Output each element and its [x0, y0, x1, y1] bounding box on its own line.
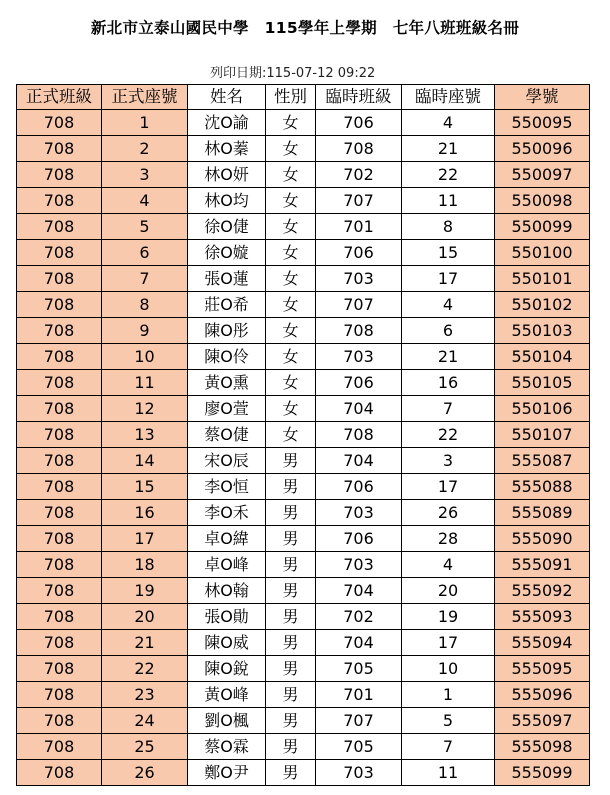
official-class-cell: 708 — [17, 110, 102, 136]
student-name-cell: 張O蓮 — [188, 266, 266, 292]
official-seat-cell: 4 — [102, 188, 188, 214]
student-id-cell: 550099 — [495, 214, 590, 240]
student-name-cell: 徐O倢 — [188, 214, 266, 240]
gender-cell: 女 — [266, 136, 316, 162]
temp-seat-cell: 4 — [402, 552, 495, 578]
temp-class-cell: 704 — [316, 630, 402, 656]
temp-class-cell: 703 — [316, 552, 402, 578]
student-name-cell: 陳O伶 — [188, 344, 266, 370]
print-date: 列印日期:115-07-12 09:22 — [210, 66, 376, 81]
table-row — [17, 214, 590, 240]
temp-seat-cell: 21 — [402, 344, 495, 370]
student-name-cell: 卓O峰 — [188, 552, 266, 578]
student-name-cell: 蔡O霖 — [188, 734, 266, 760]
temp-class-cell: 708 — [316, 422, 402, 448]
official-class-cell: 708 — [17, 474, 102, 500]
student-name-cell: 李O恒 — [188, 474, 266, 500]
temp-class-cell: 708 — [316, 136, 402, 162]
table-row — [17, 162, 590, 188]
gender-cell: 男 — [266, 578, 316, 604]
student-id-cell: 550106 — [495, 396, 590, 422]
table-row — [17, 448, 590, 474]
student-id-cell: 550095 — [495, 110, 590, 136]
table-row — [17, 318, 590, 344]
official-seat-cell: 24 — [102, 708, 188, 734]
temp-seat-cell: 19 — [402, 604, 495, 630]
student-id-cell: 555088 — [495, 474, 590, 500]
student-id-cell: 555091 — [495, 552, 590, 578]
temp-class-cell: 704 — [316, 396, 402, 422]
temp-seat-cell: 11 — [402, 188, 495, 214]
temp-class-cell: 707 — [316, 292, 402, 318]
table-row — [17, 344, 590, 370]
temp-class-cell: 705 — [316, 734, 402, 760]
student-name-cell: 李O禾 — [188, 500, 266, 526]
student-id-cell: 550105 — [495, 370, 590, 396]
student-id-cell: 550101 — [495, 266, 590, 292]
student-id-cell: 550098 — [495, 188, 590, 214]
temp-seat-cell: 4 — [402, 110, 495, 136]
student-name-cell: 陳O銳 — [188, 656, 266, 682]
official-class-cell: 708 — [17, 526, 102, 552]
official-seat-cell: 26 — [102, 760, 188, 786]
gender-cell: 男 — [266, 708, 316, 734]
temp-class-cell: 704 — [316, 448, 402, 474]
gender-cell: 男 — [266, 760, 316, 786]
temp-class-cell: 702 — [316, 162, 402, 188]
official-class-cell: 708 — [17, 136, 102, 162]
official-class-cell: 708 — [17, 370, 102, 396]
table-header-row — [17, 85, 590, 110]
official-class-cell: 708 — [17, 396, 102, 422]
official-seat-cell: 6 — [102, 240, 188, 266]
student-id-cell: 550107 — [495, 422, 590, 448]
student-id-cell: 555092 — [495, 578, 590, 604]
official-class-cell: 708 — [17, 188, 102, 214]
gender-cell: 男 — [266, 604, 316, 630]
gender-cell: 男 — [266, 552, 316, 578]
temp-class-cell: 706 — [316, 370, 402, 396]
gender-cell: 女 — [266, 110, 316, 136]
student-id-cell: 550096 — [495, 136, 590, 162]
temp-class-cell: 701 — [316, 682, 402, 708]
temp-class-cell: 704 — [316, 578, 402, 604]
official-class-cell: 708 — [17, 240, 102, 266]
student-name-cell: 林O蓁 — [188, 136, 266, 162]
temp-seat-cell: 20 — [402, 578, 495, 604]
temp-class-cell: 703 — [316, 500, 402, 526]
temp-seat-cell: 8 — [402, 214, 495, 240]
student-id-cell: 550103 — [495, 318, 590, 344]
official-seat-cell: 8 — [102, 292, 188, 318]
official-class-cell: 708 — [17, 552, 102, 578]
table-row — [17, 630, 590, 656]
gender-cell: 男 — [266, 630, 316, 656]
student-name-cell: 張O勛 — [188, 604, 266, 630]
gender-cell: 女 — [266, 240, 316, 266]
student-name-cell: 沈O諭 — [188, 110, 266, 136]
temp-class-cell: 703 — [316, 344, 402, 370]
student-id-cell: 550100 — [495, 240, 590, 266]
official-seat-cell: 22 — [102, 656, 188, 682]
student-name-cell: 陳O威 — [188, 630, 266, 656]
table-row — [17, 110, 590, 136]
gender-cell: 女 — [266, 396, 316, 422]
column-header-gender: 性別 — [266, 85, 316, 110]
table-row — [17, 292, 590, 318]
gender-cell: 男 — [266, 526, 316, 552]
temp-seat-cell: 7 — [402, 734, 495, 760]
table-row — [17, 500, 590, 526]
official-seat-cell: 9 — [102, 318, 188, 344]
student-id-cell: 555093 — [495, 604, 590, 630]
temp-seat-cell: 7 — [402, 396, 495, 422]
temp-seat-cell: 17 — [402, 266, 495, 292]
temp-class-cell: 706 — [316, 240, 402, 266]
gender-cell: 女 — [266, 188, 316, 214]
official-class-cell: 708 — [17, 682, 102, 708]
gender-cell: 女 — [266, 344, 316, 370]
temp-seat-cell: 1 — [402, 682, 495, 708]
student-name-cell: 莊O希 — [188, 292, 266, 318]
official-seat-cell: 11 — [102, 370, 188, 396]
temp-class-cell: 706 — [316, 110, 402, 136]
official-class-cell: 708 — [17, 656, 102, 682]
gender-cell: 男 — [266, 448, 316, 474]
temp-class-cell: 702 — [316, 604, 402, 630]
official-seat-cell: 15 — [102, 474, 188, 500]
document-title: 新北市立泰山國民中學 115學年上學期 七年八班班級名冊 — [90, 19, 520, 37]
table-row — [17, 474, 590, 500]
column-header-name: 姓名 — [188, 85, 266, 110]
column-header-temp-seat: 臨時座號 — [402, 85, 495, 110]
temp-seat-cell: 5 — [402, 708, 495, 734]
table-row — [17, 656, 590, 682]
official-class-cell: 708 — [17, 214, 102, 240]
gender-cell: 男 — [266, 734, 316, 760]
temp-seat-cell: 28 — [402, 526, 495, 552]
official-class-cell: 708 — [17, 422, 102, 448]
student-name-cell: 黃O峰 — [188, 682, 266, 708]
temp-class-cell: 703 — [316, 760, 402, 786]
official-class-cell: 708 — [17, 604, 102, 630]
official-class-cell: 708 — [17, 292, 102, 318]
student-name-cell: 鄭O尹 — [188, 760, 266, 786]
official-seat-cell: 18 — [102, 552, 188, 578]
student-id-cell: 550102 — [495, 292, 590, 318]
official-class-cell: 708 — [17, 318, 102, 344]
student-id-cell: 555087 — [495, 448, 590, 474]
gender-cell: 男 — [266, 500, 316, 526]
temp-seat-cell: 15 — [402, 240, 495, 266]
student-id-cell: 555094 — [495, 630, 590, 656]
official-seat-cell: 7 — [102, 266, 188, 292]
student-id-cell: 555098 — [495, 734, 590, 760]
table-row — [17, 578, 590, 604]
student-id-cell: 555089 — [495, 500, 590, 526]
table-row — [17, 526, 590, 552]
table-row — [17, 240, 590, 266]
student-name-cell: 徐O嫙 — [188, 240, 266, 266]
official-seat-cell: 17 — [102, 526, 188, 552]
student-id-cell: 555096 — [495, 682, 590, 708]
student-name-cell: 黃O熏 — [188, 370, 266, 396]
official-class-cell: 708 — [17, 344, 102, 370]
student-id-cell: 555090 — [495, 526, 590, 552]
temp-class-cell: 701 — [316, 214, 402, 240]
official-seat-cell: 3 — [102, 162, 188, 188]
gender-cell: 女 — [266, 318, 316, 344]
temp-seat-cell: 22 — [402, 162, 495, 188]
official-seat-cell: 2 — [102, 136, 188, 162]
official-class-cell: 708 — [17, 578, 102, 604]
table-row — [17, 552, 590, 578]
official-seat-cell: 25 — [102, 734, 188, 760]
column-header-official-class: 正式班級 — [17, 85, 102, 110]
temp-class-cell: 706 — [316, 526, 402, 552]
official-seat-cell: 21 — [102, 630, 188, 656]
table-row — [17, 188, 590, 214]
temp-seat-cell: 22 — [402, 422, 495, 448]
class-roster-table — [16, 84, 590, 786]
gender-cell: 女 — [266, 370, 316, 396]
official-seat-cell: 13 — [102, 422, 188, 448]
official-class-cell: 708 — [17, 448, 102, 474]
student-name-cell: 廖O萱 — [188, 396, 266, 422]
student-name-cell: 卓O緯 — [188, 526, 266, 552]
table-row — [17, 734, 590, 760]
temp-seat-cell: 11 — [402, 760, 495, 786]
gender-cell: 男 — [266, 474, 316, 500]
temp-seat-cell: 17 — [402, 474, 495, 500]
official-class-cell: 708 — [17, 162, 102, 188]
temp-class-cell: 707 — [316, 188, 402, 214]
column-header-temp-class: 臨時班級 — [316, 85, 402, 110]
table-row — [17, 136, 590, 162]
student-id-cell: 555095 — [495, 656, 590, 682]
table-row — [17, 604, 590, 630]
temp-class-cell: 706 — [316, 474, 402, 500]
temp-class-cell: 705 — [316, 656, 402, 682]
student-name-cell: 蔡O倢 — [188, 422, 266, 448]
temp-class-cell: 707 — [316, 708, 402, 734]
official-class-cell: 708 — [17, 760, 102, 786]
official-seat-cell: 23 — [102, 682, 188, 708]
temp-seat-cell: 3 — [402, 448, 495, 474]
official-seat-cell: 5 — [102, 214, 188, 240]
temp-seat-cell: 4 — [402, 292, 495, 318]
gender-cell: 女 — [266, 422, 316, 448]
gender-cell: 女 — [266, 214, 316, 240]
official-class-cell: 708 — [17, 500, 102, 526]
temp-seat-cell: 6 — [402, 318, 495, 344]
table-body — [17, 110, 590, 786]
student-name-cell: 林O均 — [188, 188, 266, 214]
table-row — [17, 708, 590, 734]
table-row — [17, 682, 590, 708]
temp-seat-cell: 17 — [402, 630, 495, 656]
official-class-cell: 708 — [17, 708, 102, 734]
table-row — [17, 422, 590, 448]
column-header-official-seat: 正式座號 — [102, 85, 188, 110]
student-id-cell: 555097 — [495, 708, 590, 734]
student-name-cell: 林O妍 — [188, 162, 266, 188]
temp-class-cell: 703 — [316, 266, 402, 292]
official-seat-cell: 16 — [102, 500, 188, 526]
student-name-cell: 宋O辰 — [188, 448, 266, 474]
gender-cell: 女 — [266, 292, 316, 318]
table-row — [17, 370, 590, 396]
official-seat-cell: 14 — [102, 448, 188, 474]
official-seat-cell: 19 — [102, 578, 188, 604]
table-row — [17, 396, 590, 422]
student-id-cell: 550104 — [495, 344, 590, 370]
student-id-cell: 555099 — [495, 760, 590, 786]
official-class-cell: 708 — [17, 734, 102, 760]
table-row — [17, 760, 590, 786]
official-seat-cell: 10 — [102, 344, 188, 370]
official-class-cell: 708 — [17, 266, 102, 292]
gender-cell: 男 — [266, 682, 316, 708]
student-id-cell: 550097 — [495, 162, 590, 188]
official-seat-cell: 1 — [102, 110, 188, 136]
temp-seat-cell: 21 — [402, 136, 495, 162]
temp-class-cell: 708 — [316, 318, 402, 344]
official-seat-cell: 20 — [102, 604, 188, 630]
student-name-cell: 劉O楓 — [188, 708, 266, 734]
official-seat-cell: 12 — [102, 396, 188, 422]
official-class-cell: 708 — [17, 630, 102, 656]
gender-cell: 男 — [266, 656, 316, 682]
temp-seat-cell: 26 — [402, 500, 495, 526]
gender-cell: 女 — [266, 266, 316, 292]
gender-cell: 女 — [266, 162, 316, 188]
student-name-cell: 林O翰 — [188, 578, 266, 604]
column-header-student-id: 學號 — [495, 85, 590, 110]
student-name-cell: 陳O彤 — [188, 318, 266, 344]
temp-seat-cell: 16 — [402, 370, 495, 396]
temp-seat-cell: 10 — [402, 656, 495, 682]
table-row — [17, 266, 590, 292]
